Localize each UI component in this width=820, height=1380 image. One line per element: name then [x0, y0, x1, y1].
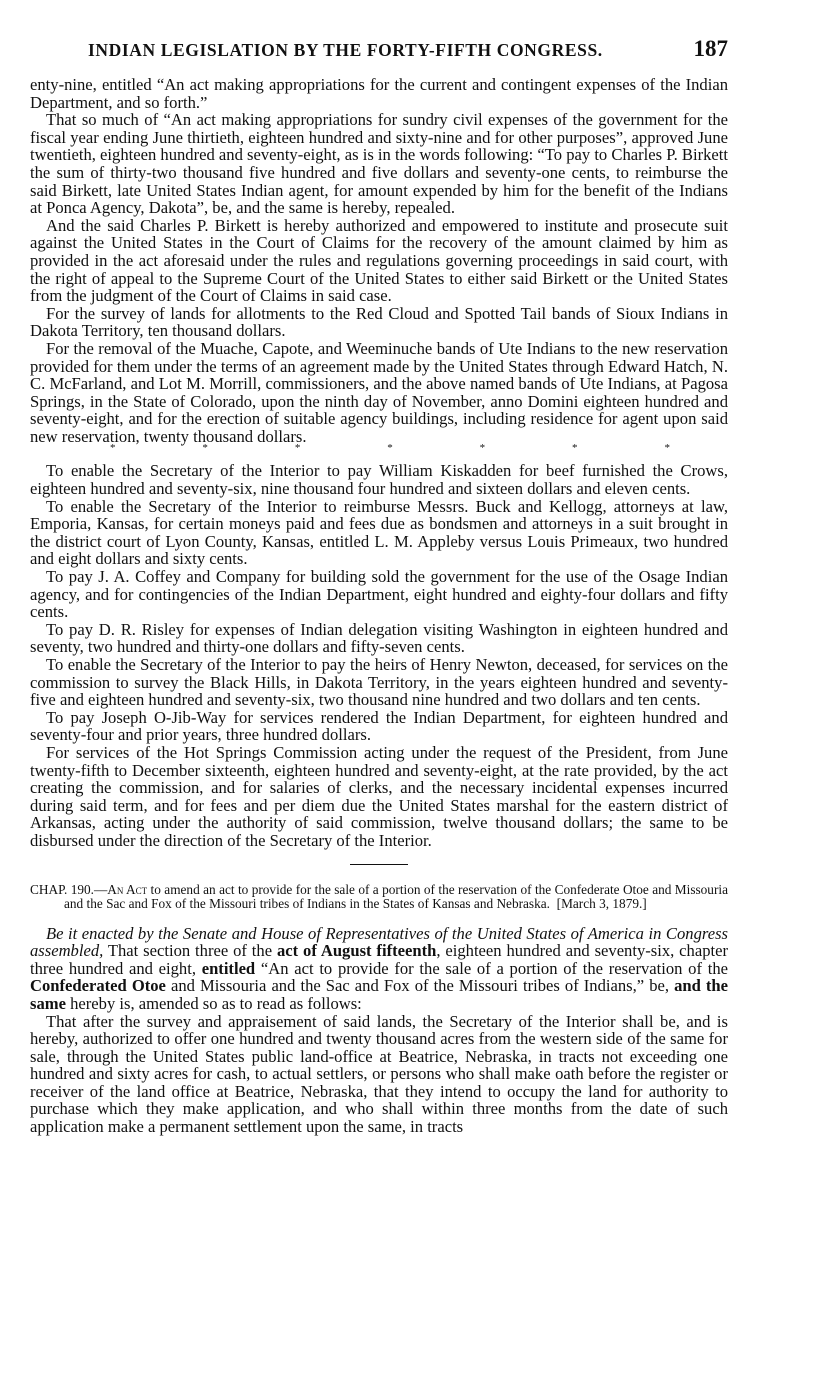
enactment-bold: act of August fifteenth — [276, 941, 437, 961]
enactment-bold: entitled — [201, 958, 256, 978]
star: * — [110, 442, 116, 455]
enactment-text: and Missouria and the Sac and Fox of the Missouri tribes of Indians,” be, — [165, 976, 675, 996]
appropriations-text-continued — [30, 462, 728, 849]
enactment-text: , eighteen hundred and seventy-six, chapter three hundred and eight, — [30, 941, 729, 978]
star: * — [294, 442, 301, 455]
paragraph: To enable the Secretary of the Interior to reimburse Messrs. Buck and Kellogg, attorneys at law, Emporia, Kansas, for certain moneys paid and fees due as bondsmen and attorneys in a suit brought in the district court of Lyon County, Kansas, entitled L. M. Appleby versus Louis Primeaux, two hundred and eight dollars and sixty cents. — [30, 496, 728, 569]
paragraph: To pay Joseph O-Jib-Way for services rendered the Indian Department, for eighteen hundred and seventy-four and prior years, three hundred dollars. — [30, 707, 728, 745]
paragraph: For the removal of the Muache, Capote, and Weeminuche bands of Ute Indians to the new reservation provided for them under the terms of an agreement made by the United States through Edward Hatch, N. C. McFarland, and Lot M. Morrill, commissioners, and the above named bands of Ute Indians, at Pagosa Springs, in the State of Colorado, upon the ninth day of November, anno Domini eighteen hundred and seventy-eight, and for the erection of suitable agency buildings, including residence for agent upon said new reservation, twenty thousand dollars. — [30, 338, 728, 446]
chapter-label: CHAP. 190.— — [30, 881, 108, 897]
chapter-date: [March 3, 1879.] — [556, 896, 647, 912]
section-divider — [350, 864, 408, 865]
document-page — [30, 36, 728, 1136]
paragraph: To enable the Secretary of the Interior to pay William Kiskadden for beef furnished the Crows, eighteen hundred and seventy-six, nine thousand four hundred and sixteen dollars and eleven cents. — [30, 461, 728, 499]
star: * — [202, 442, 208, 455]
paragraph: For the survey of lands for allotments to the Red Cloud and Spotted Tail bands of Sioux Indians in Dakota Territory, ten thousand dollars. — [30, 303, 728, 341]
paragraph: That after the survey and appraisement of said lands, the Secretary of the Interior shall be, and is hereby, authorized to offer one hundred and twenty thousand acres from the western side of the same for sale, through the United States public land-office at Beatrice, Nebraska, in tracts not exceeding one hundred and sixty acres for cash, to actual settlers, or persons who shall make oath before the register or receiver of the land office at Beatrice, Nebraska, that they intend to occupy the land for authority to purchase which they make application, and who shall within three months from the date of such application make a permanent settlement upon the same, in tracts — [30, 1011, 728, 1137]
running-header — [30, 36, 728, 62]
appropriations-text — [30, 76, 728, 445]
star: * — [387, 442, 393, 455]
chapter-summary-text: to amend an act to provide for the sale of a portion of the reservation of the Confederate Otoe and Missouria and the Sac and Fox of the Missouri tribes of Indians in the States of Kansas and Nebraska. — [64, 881, 728, 912]
star: * — [664, 442, 670, 455]
chapter-summary — [30, 883, 728, 912]
paragraph: To pay J. A. Coffey and Company for building sold the government for the use of the Osage Indian agency, and for contingencies of the Indian Department, eight hundred and eighty-four dollars and fifty cents. — [30, 567, 728, 622]
paragraph: For services of the Hot Springs Commission acting under the request of the President, from June twenty-fifth to December sixteenth, eighteen hundred and seventy-eight, at the rate provided, by the act creating the commission, and for salaries of clerks, and the necessary incidental expenses incurred during said term, and for fees and per diem due the United States marshal for the eastern district of Arkansas, acting under the authority of said commission, twelve thousand dollars; the same to be disbursed under the direction of the Secretary of the Interior. — [30, 742, 728, 850]
page-number: 187 — [693, 36, 728, 61]
star: * — [572, 442, 578, 455]
star: * — [479, 442, 486, 455]
running-title: INDIAN LEGISLATION BY THE FORTY-FIFTH CONGRESS. — [88, 40, 603, 60]
paragraph: To enable the Secretary of the Interior to pay the heirs of Henry Newton, deceased, for services on the commission to survey the Black Hills, in Dakota Territory, in the years eighteen hundred and seventy-five and eighteen hundred and seventy-six, two thousand nine hundred and two dollars and ten cents. — [30, 655, 728, 710]
act-caps: An Act — [107, 881, 148, 897]
paragraph: And the said Charles P. Birkett is hereby authorized and empowered to institute and prosecute suit against the United States in the Court of Claims for the recovery of the amount claimed by him as provided in the act aforesaid under the rules and regulations governing proceedings in said court, with the right of appeal to the Supreme Court of the United States to either said Birkett or the United States from the judgment of the Court of Claims in said case. — [30, 215, 728, 306]
chapter-heading — [30, 883, 728, 912]
enactment-bold: and the same — [30, 976, 728, 1013]
enacting-clause-italic: Be it enacted by the Senate and House of Representatives of the United States of America in Congress assembled, — [30, 923, 728, 961]
act-text — [30, 925, 728, 1136]
enacting-clause — [30, 925, 728, 1013]
enactment-text: That section three of the — [103, 941, 277, 961]
enactment-bold: Confederated Otoe — [30, 976, 166, 996]
paragraph: To pay D. R. Risley for expenses of Indian delegation visiting Washington in eighteen hundred and seventy, two hundred and thirty-one dollars and fifty-seven cents. — [30, 619, 728, 657]
paragraph: enty-nine, entitled “An act making appropriations for the current and contingent expenses of the Indian Department, and so forth.” — [30, 75, 728, 112]
enactment-text: “An act to provide for the sale of a portion of the reservation of the — [255, 958, 728, 978]
enactment-text: hereby is, amended so as to read as follows: — [65, 993, 362, 1013]
paragraph: That so much of “An act making appropriations for sundry civil expenses of the government for the fiscal year ending June thirtieth, eighteen hundred and sixty-nine and for other purposes”, approved June twentieth, eighteen hundred and seventy-eight, as is in the words following: “To pay to Charles P. Birkett the sum of thirty-two thousand five hundred and five dollars and seventy-one cents, to reimburse the said Birkett, late United States Indian agent, for amount expended by him for the benefit of the Indians at Ponca Agency, Dakota”, be, and the same is hereby, repealed. — [30, 110, 728, 218]
